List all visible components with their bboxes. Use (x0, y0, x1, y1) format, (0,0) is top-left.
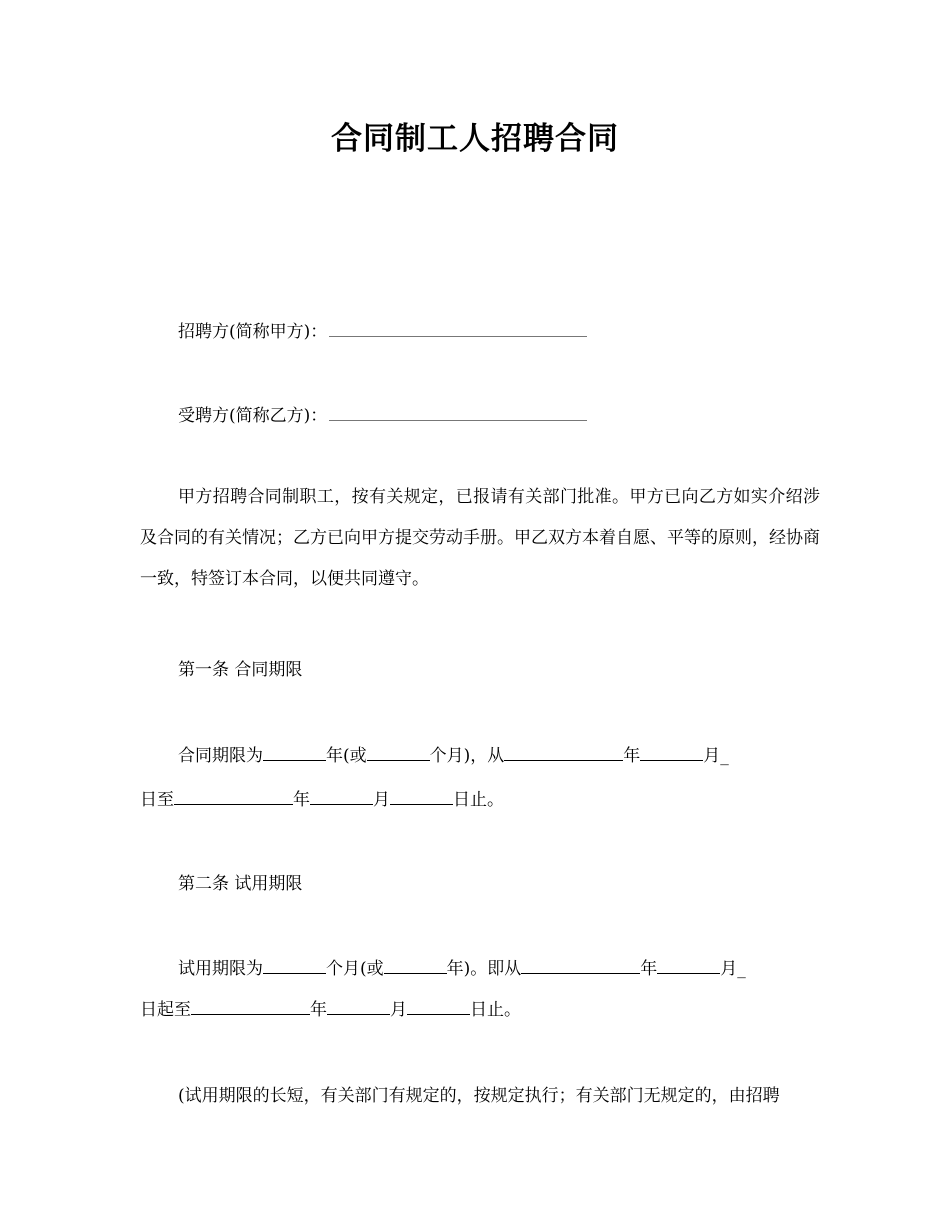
article2-blank-years (384, 959, 447, 974)
party-b-line (178, 404, 587, 428)
article2-text: 月 (390, 1000, 407, 1020)
article1-text: 年 (623, 746, 641, 766)
article2-line1 (178, 957, 746, 981)
article2-text: 日起至 (140, 1000, 191, 1020)
article2-text: 年 (310, 1000, 327, 1020)
article2-text: 年)。即从 (446, 959, 522, 979)
article1-blank-months (367, 746, 430, 761)
article1-text: 月_ (703, 746, 729, 766)
document-title: 合同制工人招聘合同 (331, 121, 619, 157)
article1-text: 月 (373, 790, 390, 810)
article1-line2 (140, 788, 504, 812)
article2-text: 日止。 (470, 1000, 521, 1020)
party-a-line (178, 320, 587, 344)
article1-heading: 第一条 合同期限 (178, 660, 303, 680)
article2-line2 (140, 998, 521, 1022)
article1-blank-end-day (390, 790, 453, 805)
intro-paragraph: 甲方招聘合同制职工，按有关规定，已报请有关部门批准。甲方已向乙方如实介绍涉及合同的有关情况；乙方已向甲方提交劳动手册。甲乙双方本着自愿、平等的原则，经协商一致，特签订本合同，以便共同遵守。 (140, 487, 820, 589)
article2-blank-months (263, 959, 326, 974)
article2-text: 试用期限为 (178, 959, 263, 979)
article1-blank-end-year (174, 790, 293, 805)
article2-text: 个月(或 (326, 959, 384, 979)
article1-text: 个月)，从 (429, 746, 505, 766)
article2-blank-start-month (657, 959, 720, 974)
article2-blank-end-month (327, 1000, 390, 1015)
article2-text: 年 (640, 959, 658, 979)
article2-blank-end-year (191, 1000, 310, 1015)
article1-blank-start-month (640, 746, 703, 761)
party-a-label: 招聘方(简称甲方)： (178, 322, 328, 342)
article2-text: 月_ (720, 959, 746, 979)
article1-text: 年 (293, 790, 310, 810)
party-a-blank (329, 322, 587, 337)
party-b-label: 受聘方(简称乙方)： (178, 406, 328, 426)
article1-text: 日止。 (453, 790, 504, 810)
article1-blank-years (263, 746, 326, 761)
article1-text: 日至 (140, 790, 174, 810)
article1-line1 (178, 744, 729, 768)
article2-blank-end-day (407, 1000, 470, 1015)
article1-text: 合同期限为 (178, 746, 263, 766)
probation-note: (试用期限的长短，有关部门有规定的，按规定执行；有关部门无规定的，由招聘 (178, 1086, 780, 1106)
article2-blank-start-year (521, 959, 640, 974)
article1-blank-end-month (310, 790, 373, 805)
article1-text: 年(或 (326, 746, 367, 766)
party-b-blank (329, 406, 587, 421)
article2-heading: 第二条 试用期限 (178, 874, 303, 894)
article1-blank-start-year (504, 746, 623, 761)
